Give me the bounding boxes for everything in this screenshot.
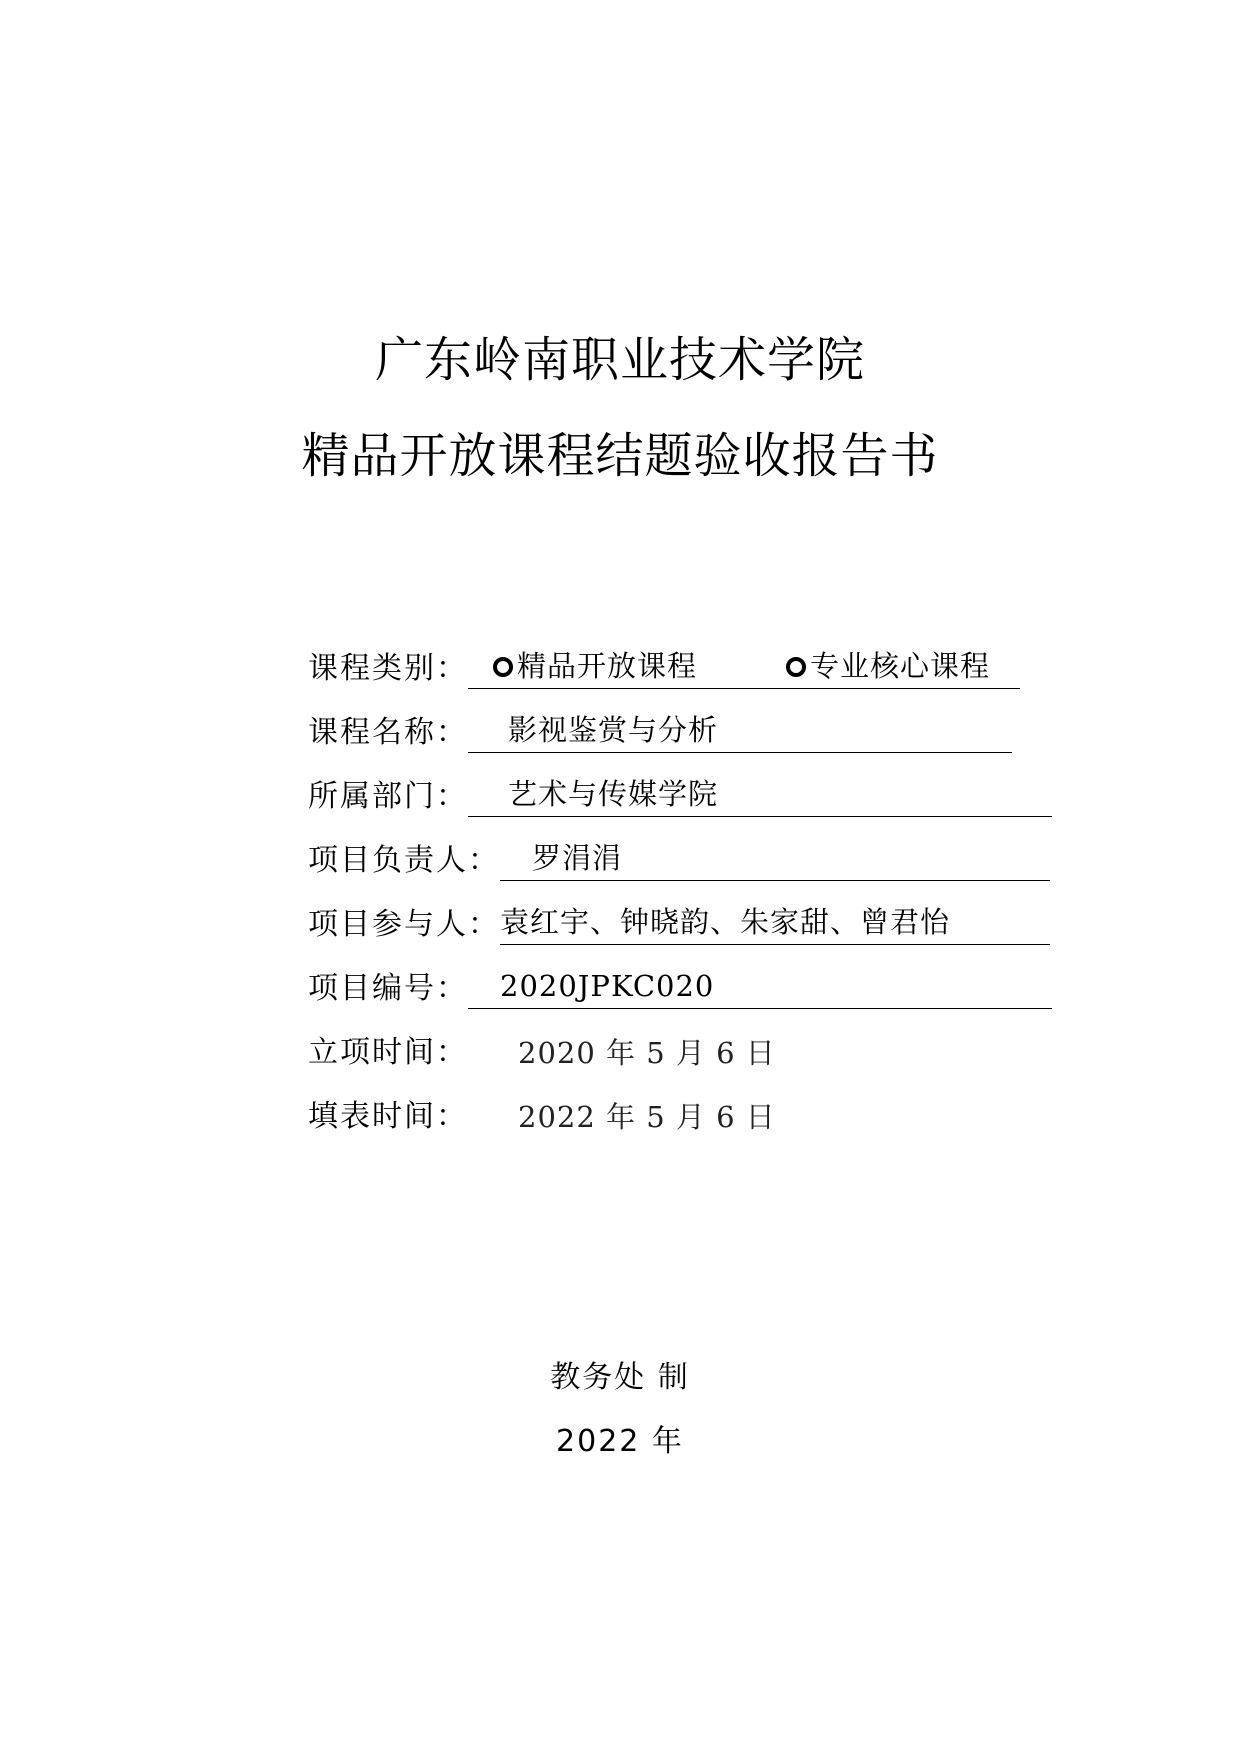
fill-date-value: 2022 年 5 月 6 日 — [518, 1100, 776, 1134]
participants-value: 袁红宇、钟晓韵、朱家甜、曾君怡 — [500, 905, 951, 939]
radio-selected-icon[interactable] — [493, 657, 513, 677]
leader-label: 项目负责人： — [308, 843, 500, 878]
issuer: 教务处 制 — [550, 1360, 690, 1395]
category-field[interactable] — [468, 649, 1020, 689]
course-name-field[interactable] — [468, 713, 1012, 753]
course-name-value: 影视鉴赏与分析 — [508, 713, 719, 747]
project-no-label: 项目编号： — [308, 971, 468, 1006]
department-value: 艺术与传媒学院 — [508, 777, 719, 811]
category-option-2[interactable] — [786, 646, 990, 686]
start-date-row — [308, 1029, 776, 1073]
department-label: 所属部门： — [308, 779, 468, 814]
school-name: 广东岭南职业技术学院 — [374, 332, 865, 388]
department-field[interactable] — [468, 777, 1052, 817]
fill-date-row — [308, 1093, 776, 1137]
leader-row — [308, 837, 1050, 881]
start-date-value: 2020 年 5 月 6 日 — [518, 1036, 776, 1070]
start-date-label: 立项时间： — [308, 1035, 468, 1070]
course-name-label: 课程名称： — [308, 715, 468, 750]
fill-date-label: 填表时间： — [308, 1099, 468, 1134]
category-option-1-text: 精品开放课程 — [517, 649, 698, 683]
leader-value: 罗涓涓 — [532, 841, 623, 875]
participants-row — [308, 901, 1050, 945]
project-no-row — [308, 965, 1052, 1009]
project-no-value: 2020JPKC020 — [500, 969, 715, 1003]
category-option-2-text: 专业核心课程 — [810, 649, 991, 683]
document-title: 精品开放课程结题验收报告书 — [301, 428, 939, 484]
participants-label: 项目参与人： — [308, 907, 500, 942]
radio-selected-icon[interactable] — [786, 657, 806, 677]
category-label: 课程类别： — [308, 651, 468, 686]
course-name-row — [308, 709, 1012, 753]
category-option-1[interactable] — [493, 646, 697, 686]
footer-year: 2022 年 — [556, 1424, 684, 1459]
department-row — [308, 773, 1052, 817]
participants-field[interactable] — [500, 905, 1050, 945]
project-no-field[interactable] — [468, 969, 1052, 1009]
category-row — [308, 645, 1020, 689]
leader-field[interactable] — [500, 841, 1050, 881]
